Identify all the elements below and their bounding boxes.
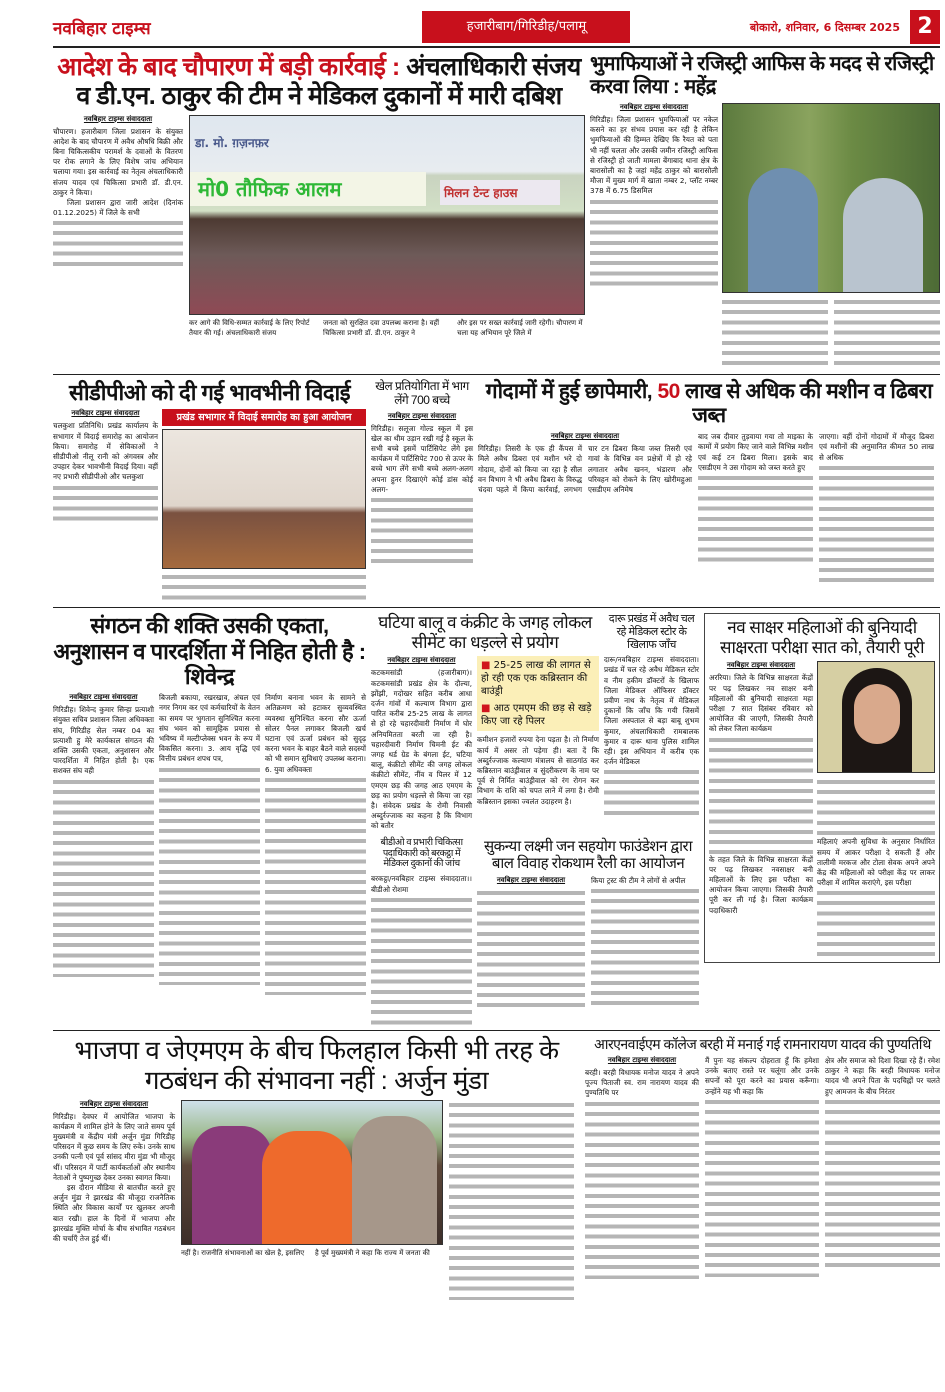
article-sukanya-col2 [591, 876, 699, 1008]
box-literacy [704, 613, 940, 963]
headline-black-part: अंचलाधिकारी संजय [406, 53, 581, 81]
article-rnym-col2 [705, 1056, 819, 1279]
headline-barkattha: बीडीओ व प्रभारी चिकित्सा पदाधिकारी को बरकट्ठा में मेडिकल दुकानों की जांच [380, 836, 463, 870]
article-text-continued [709, 735, 813, 855]
article-text: गिरिडीह। देवघर में आयोजित भाजपा के कार्यक्रम में शामिल होने के लिए जाते समय पूर्व मुख्यमंत्री व केंद्रीय मंत्री अर्जुन मुंडा गिरिडीह परिसदन में कुछ समय के लिए रुके। उनके साथ उनकी पत्नी एवं पूर्व सांसद मीरा मुंडा भी मौजूद थीं। परिसदन में पार्टी कार्यकर्ताओं और स्थानीय नेताओं ने पुष्पगुच्छ देकर उनका स्वागत किया। [53, 1111, 175, 1182]
byline: नवबिहार टाइम्स संवाददाता [79, 1099, 149, 1108]
person-middle [262, 1131, 352, 1245]
article-rnym-body [585, 1056, 940, 1279]
masthead-rule [53, 46, 940, 48]
article-text: के तहत जिले के विभिन्न साक्षरता केंद्रों पर पढ़ लिखकर नवसाक्षर बनी महिलाओं के लिए इस परीक्षा का आयोजन किया जाएगा। जिसकी तैयारी पूरी कर ली गई है। जिला कार्यक्रम पदाधिकारी [709, 854, 813, 915]
headline-cement: घटिया बालू व कंक्रीट के जगह लोकल सीमेंट का धड़ल्ले से प्रयोग [378, 613, 592, 652]
highlight-2: ■ आठ एमएम की छड़ से खड़े किए जा रहे पिलर [481, 703, 592, 728]
person-2 [843, 178, 923, 293]
headline-cdpo-farewell: सीडीपीओ को दी गई भावभीनी विदाई [68, 380, 351, 405]
article-cement-body [371, 656, 599, 831]
masthead-right [750, 10, 940, 44]
article-literacy-col1 [709, 661, 813, 958]
article-shivendra-col1 [53, 693, 154, 995]
headline-rnym-college: आरएनवाईएम कॉलेज बरही में मनाई गई रामनारायण यादव की पुण्यतिथि [594, 1035, 931, 1052]
byline: नवबिहार टाइम्स संवाददाता [69, 693, 138, 702]
article-cement-col2: कमीशन हजारों रुपया देना पड़ता है। तो निर्माण कार्य में असर तो पड़ेगा ही। बता दें कि अब्दुर्रज्जाक कल्याण मंत्रालय से साठगांठ कर कब्रिस्तान बाउंड्रीवाल व सुंदरीकरण के नाम पर पूर्व से निर्मित बाउंड्रीवाल को रंग रोगन कर विभाग के राशि को चपत लाने में लगा है। रोमी कब्रिस्तान इसका ज्वलंत उदाहरण है। [477, 735, 599, 806]
page-number: 2 [910, 10, 940, 44]
headline-line2: व डी.एन. ठाकुर की टीम ने मेडिकल दुकानों में मारी दबिश [76, 81, 562, 110]
article-shivendra-col3 [265, 693, 366, 995]
article-text-continued [698, 473, 813, 563]
caption-col-3: और इस पर सख्त कार्रवाई जारी रहेगी। चौपारण में चला यह अभियान पूरे जिले में [457, 318, 583, 337]
highlight-1: ■ 25-25 लाख की लागत से हो रही एक एक कब्रिस्तान की बाउंड्री [481, 660, 591, 698]
article-text: बरकट्ठा/नवबिहार टाइम्स संवाददाता।। बीडीओ रोशमा [371, 874, 472, 894]
caption-farewell [162, 572, 366, 602]
row-1 [53, 53, 940, 369]
headline-arjun-munda: भाजपा व जेएमएम के बीच फिलहाल किसी भी तरह के गठबंधन की संभावना नहीं : अर्जुन मुंडा [74, 1034, 559, 1095]
article-munda-col1 [53, 1100, 175, 1300]
article-sukanya [477, 838, 699, 1025]
article-text: दारू/नवबिहार टाइम्स संवाददाता। प्रखंड में चल रहे अवैध मेडिकल स्टोर व नीम हकीम डॉक्टरों के खिलाफ जिला मेडिकल ऑफिसर डॉक्टर प्रवीण नाथ के नेतृत्व में मेडिकल दुकानों कि जाँच कि गयी जिसमें जिला अस्पताल से बड़ा बाबू शुभम कुमार, अंचलाधिकारी रामबालक कुमार व दारू थाना पुलिस शामिल रही। इस अभियान में करीब एक दर्जन मेडिकल [604, 655, 699, 767]
headline-part: गोदामों में हुई छापेमारी, [485, 380, 653, 403]
byline: नवबिहार टाइम्स संवाददाता [387, 411, 457, 420]
article-text-continued [817, 777, 935, 837]
headline-warehouse-raid [478, 380, 940, 428]
headline-red-part: आदेश के बाद चौपारण में बड़ी कार्रवाई : [57, 53, 400, 81]
divider [53, 1030, 940, 1031]
article-text-continued [819, 463, 934, 583]
edition-label: हजारीबाग/गिरिडीह/पलामू [422, 11, 630, 43]
article-rnym-col1 [585, 1056, 699, 1279]
headline-sports: खेल प्रतियोगिता में भाग लेंगे 700 बच्चे [375, 379, 469, 407]
article-text-continued [53, 218, 183, 268]
article-munda-body [53, 1100, 580, 1300]
person-right [352, 1116, 437, 1245]
clinic-sign: डा. मो. ग़ज़नफ़र [195, 135, 269, 150]
article-land-mafia-col2 [722, 297, 828, 369]
article-chauparan-col [53, 115, 183, 338]
article-land-mafia-lower [722, 297, 940, 369]
highlight-text: 25-25 लाख की लागत से हो रही एक एक कब्रिस्तान की बाउंड्री [481, 660, 591, 698]
article-warehouse-body [478, 432, 940, 583]
person-left [192, 1126, 272, 1245]
article-text: गिरिडीह। शिवेन्द कुमार सिन्हा प्रत्याशी संयुक्त सचिव प्रशासन जिला अधिवक्ता संघ, गिरिडीह सेल नम्बर 04 का प्रत्याशी हु मेरे कार्यकाल संगठन की शक्ति उसकी एकता, अनुशासन और पारदर्शिता में निहित होती है। एक सशक्त संघ वही [53, 705, 154, 776]
divider [53, 374, 940, 375]
article-land-mafia-body [590, 103, 940, 369]
article-warehouse-col1 [478, 432, 692, 583]
photo-farewell [162, 429, 366, 569]
photo-official-portrait [817, 661, 935, 773]
article-text-continued [477, 888, 585, 1008]
person-1 [748, 168, 818, 293]
byline: नवबिहार टाइम्स संवाददाता [71, 409, 140, 418]
middle-bottom [371, 838, 699, 1025]
article-land-mafia-col3 [834, 297, 940, 369]
article-text: बाद जब दीवार तुड़वाया गया तो माइका के कामों में प्रयोग किए जाने वाले विभिन्न मशीन एवं कई टन ढिबरा मिला। इसके बाद एसडीएम ने उस गोदाम को जब्त करते हुए [698, 432, 813, 472]
article-sports [371, 380, 473, 565]
article-cdpo [53, 409, 158, 602]
article-text: मैं पुनः यह संकल्प दोहराता हूँ कि हमेशा उनके बताए रास्ते पर चलूंगा और उनके सपनों को पूरा करने का प्रयास करूँगा। उन्होंने यह भी कहा कि [705, 1055, 819, 1096]
article-rnym [585, 1036, 940, 1279]
headline-land-mafia: भुमाफियाओं ने रजिस्ट्री आफिस के मदद से रजिस्ट्री करवा लिया : महेंद्र [590, 53, 934, 98]
article-sukanya-col1 [477, 876, 585, 1008]
article-text-continued [604, 767, 699, 817]
article-munda-col3 [449, 1100, 574, 1300]
tent-sign: मिलन टेन्ट हाउस [440, 180, 560, 205]
article-barkattha [371, 838, 472, 1025]
article-literacy-body [709, 661, 935, 958]
article-cement-col2-wrap [477, 656, 599, 831]
shop-sign: मो0 तौफिक आलम [190, 172, 426, 206]
article-text-continued [705, 1097, 819, 1277]
article-text-continued [159, 765, 260, 985]
article-text-continued [825, 1097, 940, 1267]
article-text: महिलाएं अपनी सुविधा के अनुसार निर्धारित समय में आकर परीक्षा दे सकती हैं और तालीमी मरकज और टोला सेवक अपने अपने केंद्र की महिलाओं को परीक्षा केंद्र पर लाकर परीक्षा में शामिल कराएंगे, इस परीक्षा [817, 837, 935, 888]
article-text-continued [585, 1099, 699, 1279]
headline-literacy: नव साक्षर महिलाओं की बुनियादी साक्षरता परीक्षा सात को, तैयारी पूरी [720, 618, 924, 657]
article-land-mafia-right [722, 103, 940, 369]
article-text: गिरिडीह। तिसरी के एक ही कैंपस में मिले अवैध ढिबरा एवं मशीन भरे दो गोदाम, दोनों को किया जा रहा है सील वन विभाग ने भी अवैध ढिबरा के विरुद्ध चंदवा पहले में किया कार्रवाई, लगभग चार टन ढिबरा किया जब्त तिसरी एवं गावां के विभिन्न वन प्रक्षेत्रों में हो रहे लगातार अवैध खनन, भंडारण और परिवहन को रोकने के लिए खोरीमहुआ एसडीएम अनिमेष [478, 444, 692, 495]
article-sukanya-body [477, 876, 699, 1008]
dateline: बोकारो, शनिवार, 6 दिसम्बर 2025 [749, 20, 900, 34]
headline-daru: दारू प्रखंड में अवैध चल रहे मेडिकल स्टोर के खिलाफ जाँच [608, 613, 695, 651]
article-text-continued [590, 197, 718, 287]
article-text: अररिया। जिले के विभिन्न साक्षरता केंद्रों पर पढ़ लिखकर नव साक्षर बनी महिलाओं की बुनियादी साक्षरता महा परीक्षा 7 सात दिसंबर रविवार को आयोजित की जाएगी, जिसकी तैयारी को लेकर जिला कार्यक्रम [709, 673, 813, 734]
article-warehouse-col3 [698, 432, 813, 583]
article-chauparan [53, 53, 585, 338]
divider [53, 607, 940, 608]
article-cdpo-block [53, 380, 366, 602]
article-warehouse-col4 [819, 432, 934, 583]
photo-block [189, 115, 585, 338]
byline: नवबिहार टाइम्स संवाददाता [607, 1055, 677, 1064]
article-text: इस दौरान मीडिया से बातचीत करते हुए अर्जुन मुंडा ने झारखंड की मौजूदा राजनैतिक स्थिति और विकास कार्यों पर खुलकर अपनी बात रखी। हाल के दिनों में भाजपा और झारखंड मुक्ति मोर्चा के बीच संभावित गठबंधन की चर्चाएँ तेज हुई थीं। [53, 1183, 175, 1244]
article-text: गिरिडीह। जिला प्रशासन भुमफियाओं पर नकेल कसने का हर संभव प्रयास कर रही है लेकिन भुमफियाओं की हिम्मत देखिए कि रैयत को पता भी नहीं चलता और उसकी जमीन रजिस्ट्री आफिस से रजिस्ट्री हो जाती मामला बेंगाबाद थाना क्षेत्र के बारासोली का है जहां महेंद्र ठाकुर को बारासोली मौजा में मुख्य मार्ग में खाता नम्बर 2, प्लॉट नम्बर 378 में 6.75 डिसमिल [590, 115, 718, 196]
byline: नवबिहार टाइम्स संवाददाता [550, 432, 620, 441]
caption-munda-1: नहीं है। राजनीति संभावनाओं का खेल है, इसलिए [181, 1248, 305, 1257]
article-cement-col1 [371, 656, 472, 831]
middle-block [371, 613, 699, 1025]
article-daru [604, 613, 699, 831]
article-text: किया ट्रस्ट की टीम ने लोगों से अपील [591, 876, 686, 886]
highlight-text: आठ एमएम की छड़ से खड़े किए जा रहे पिलर [481, 703, 592, 728]
row-3 [53, 613, 940, 1025]
article-shivendra [53, 613, 366, 995]
article-text: चलकुशा प्रतिनिधि। प्रखंड कार्यालय के सभागार में विदाई समारोह का आयोजन किया। समारोह में सेविकाओं ने सीडीपीओ नीलू रानी को अंगवस्त्र और उपहार देकर भावभीनी विदाई दिया। वहीं नए प्रभारी सीडीपीओ और चलकुशा [53, 421, 158, 482]
photo-captions [189, 318, 585, 338]
photo-arjun-munda [181, 1100, 443, 1245]
article-text-continued [371, 895, 472, 1025]
row-2 [53, 380, 940, 602]
article-text: जिला प्रशासन द्वारा जारी आदेश (दिनांक 01.12.2025) में जिले के सभी [53, 197, 183, 218]
highlight-box [477, 656, 599, 731]
article-shivendra-col2 [159, 693, 260, 995]
headline-sukanya: सुकन्या लक्ष्मी जन सहयोग फाउंडेशन द्वारा बाल विवाह रोकथाम रैली का आयोजन [483, 837, 693, 872]
middle-top [371, 613, 699, 831]
article-text: जाएगा। वहीं दोनों गोदामों में मौजूद ढिबरा एवं मशीनों की अनुमानित कीमत 50 लाख से अधिक [819, 432, 934, 462]
byline: नवबिहार टाइम्स संवाददाता [387, 656, 456, 665]
caption-munda-2: है पूर्व मुख्यमंत्री ने कहा कि राज्य में जनता की [315, 1248, 430, 1257]
headline-chauparan [53, 53, 585, 111]
portrait-face [854, 684, 900, 744]
article-text-continued [53, 777, 154, 977]
article-chauparan-body [53, 115, 585, 338]
article-cdpo-body [53, 409, 366, 602]
article-rnym-col3 [825, 1056, 940, 1279]
byline: नवबिहार टाइम्स संवाददाता [726, 661, 796, 670]
headline-shivendra: संगठन की शक्ति उसकी एकता, अनुशासन व पारदर्शिता में निहित होती है : शिवेन्द्र [53, 613, 366, 689]
article-text-continued [591, 886, 699, 1006]
masthead [53, 10, 940, 44]
farewell-banner: प्रखंड सभागार में विदाई समारोह का हुआ आयोजन [162, 409, 366, 426]
byline: नवबिहार टाइम्स संवाददाता [83, 114, 153, 123]
article-text-continued [265, 775, 366, 995]
photo-mahendra [722, 103, 940, 293]
article-text: बिजली बकाया, रखरखाव, अंचल एवं नगर निगम कर एवं कर्मचारियों के वेतन का समय पर भुगतान सुनिश्चित करना संघ भवन को सामूहिक प्रयास से भविष्य में मल्टीप्लेक्स भवन के रूप में विकसित करना। 3. आय वृद्धि एवं वित्तीय प्रबंधन शपथ पत्र, [159, 693, 260, 764]
byline: नवबिहार टाइम्स संवाददाता [619, 103, 689, 111]
article-text-continued [53, 483, 158, 523]
article-warehouse [478, 380, 940, 583]
article-text: क्षेत्र और समाज को दिशा दिखा रहे हैं। रमेश ठाकुर ने कहा कि बरही विधायक मनोज यादव भी अपने पिता के पदचिह्नों पर चलते हुए आमजन के बीच निरंतर [825, 1055, 940, 1096]
article-munda [53, 1036, 580, 1300]
paper-name: नवबिहार टाइम्स [53, 18, 151, 39]
article-text-continued [371, 495, 473, 565]
article-land-mafia [590, 53, 940, 369]
article-text: चौपारण। हजारीबाग जिला प्रशासन के संयुक्त आदेश के बाद चौपारण में अवैध औषधि बिक्री और बिना चिकित्सकीय परामर्श के दवाओं के वितरण पर रोक लगाने के लिए विशेष जांच अभियान चलाया गया। इस कार्रवाई का नेतृत्व अंचलाधिकारी संजय यादव एवं चिकित्सा प्रभारी डॉ. डी.एन. ठाकुर ने किया। [53, 126, 183, 197]
caption-col-2: जनता को सुरक्षित दवा उपलब्ध कराना है। वहीं चिकित्सा प्रभारी डॉ. डी.एन. ठाकुर ने [323, 318, 440, 337]
photo-farewell-block [162, 409, 366, 602]
article-shivendra-body [53, 693, 366, 995]
article-text: कटकमसांडी (हजारीबाग)। कटकमसांडी प्रखंड क्षेत्र के दौल्या, झोंझी, गदोखर सहित करीब आधा दर्जन गांवों में कल्याण विभाग द्वारा पारित करीब 25-25 लाख के लागत से हो रहे चहारदीवारी निर्माण में घोर अनियमितता बरती जा रही है। चहारदीवारी निर्माण चिमनी ईट की जगह थर्ड ग्रेड के बंगला ईट, घटिया बालू, कंक्रीटो सीमेंट की जगह लोकल कंक्रीटो सीमेंट, नींव व पिलर में 12 एमएम छड़ की जगह आठ एमएम के छड़ का प्रयोग धड़ल्ले से किया जा रहा है। संवेदक प्रखंड के रोमी निवासी अब्दुर्रज्जाक का कहना है कि विभाग को बतौर [371, 668, 472, 831]
photo-medical-shops [189, 115, 585, 315]
article-cement [371, 613, 599, 831]
article-text-continued [817, 888, 935, 958]
headline-part: लाख से अधिक की मशीन व ढिबरा जब्त [685, 380, 933, 428]
article-text: बरही। बरही विधायक मनोज यादव ने अपने पूज्य पिताजी स्व. राम नारायण यादव की पुण्यतिथि पर [585, 1067, 699, 1098]
article-land-mafia-col1 [590, 103, 718, 369]
article-literacy-col2 [817, 661, 935, 958]
headline-amount: 50 [657, 380, 680, 403]
caption-col-1: कर आगे की विधि-सम्मत कार्रवाई के लिए रिपोर्ट तैयार की गई। अंचलाधिकारी संजय [189, 318, 310, 337]
row-4 [53, 1036, 940, 1300]
byline: नवबिहार टाइम्स संवाददाता [496, 876, 566, 885]
photo-munda-block [181, 1100, 443, 1300]
photo-munda-captions [181, 1248, 443, 1258]
article-text: निर्माण बनाना भवन के सामने से अतिक्रमण को हटाकर सुव्यवस्थित व्यवस्था सुनिश्चित करना सौर ऊर्जा सोलर पैनल लगाकर बिजली खर्च घटाना एवं ऊर्जा प्रबंधन को सुदृढ़ करना भवन के बाहर बैठने वाले सदस्यों को भी समान सुविधाएं उपलब्ध कराना।6. युवा अधिवक्ता [265, 693, 366, 774]
article-text: गिरिडीह। सलूजा गोल्ड स्कूल में इस खेल का थीम उड़ान रखी गई है स्कूल के सभी बच्चे इसमें पार्टिसिपेट लेंगे इस कार्यक्रम में पार्टिसिपेट 700 से ऊपर के बच्चे भाग लेंगे सभी बच्चे अलग-अलग अपना हुनर दिखाएंगे कोई डांस कोई अलग- [371, 423, 473, 494]
